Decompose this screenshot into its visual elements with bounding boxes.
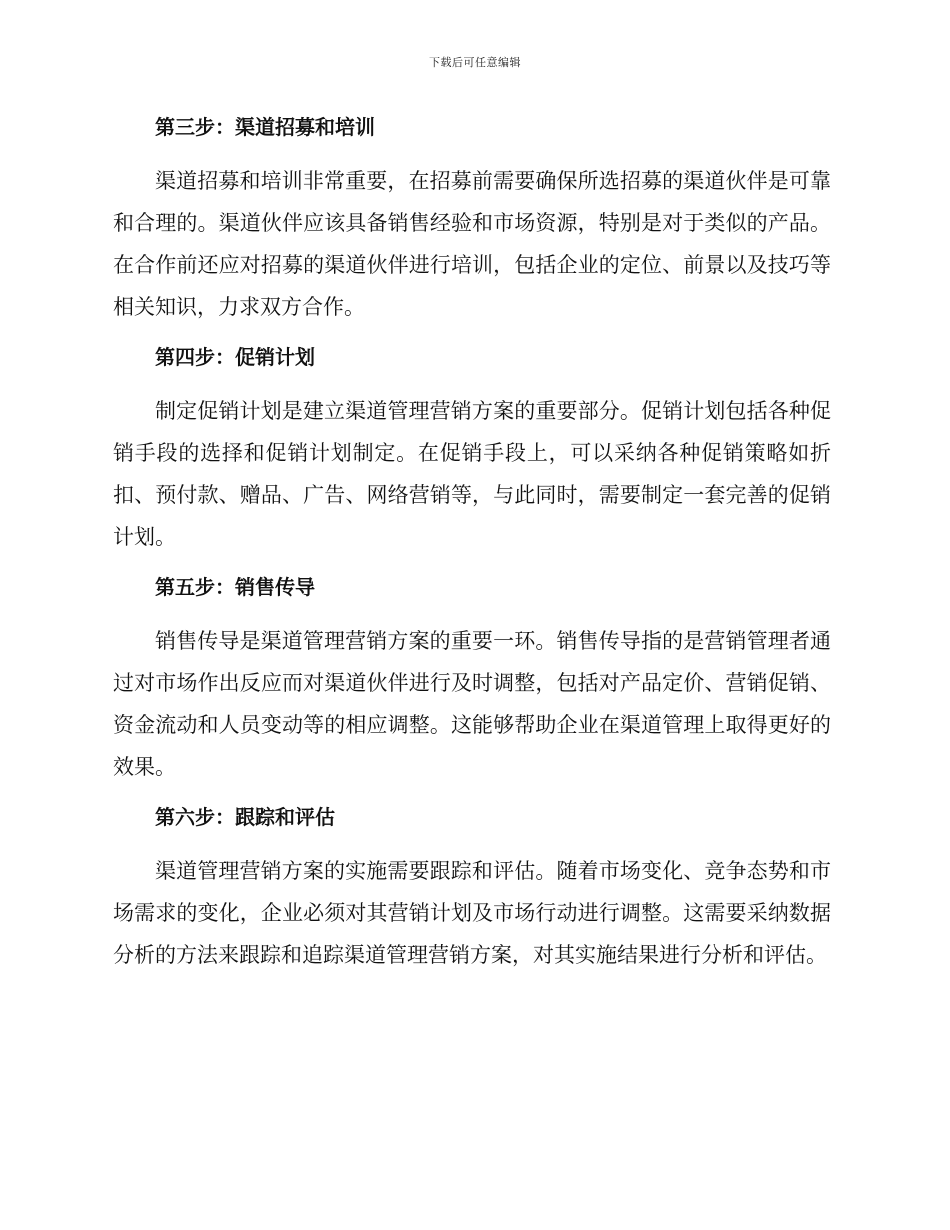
section-step-3 <box>113 110 831 328</box>
section-paragraph: 销售传导是渠道管理营销方案的重要一环。销售传导指的是营销管理者通过对市场作出反应而对渠道伙伴进行及时调整，包括对产品定价、营销促销、资金流动和人员变动等的相应调整。这能够帮助企业在渠道管理上取得更好的效果。 <box>113 629 831 779</box>
section-paragraph: 渠道管理营销方案的实施需要跟踪和评估。随着市场变化、竞争态势和市场需求的变化，企业必须对其营销计划及市场行动进行调整。这需要采纳数据分析的方法来跟踪和追踪渠道管理营销方案，对其实施结果进行分析和评估。 <box>113 859 831 967</box>
section-heading: 第三步：渠道招募和培训 <box>155 115 375 139</box>
section-heading: 第六步：跟踪和评估 <box>155 805 335 829</box>
section-heading: 第五步：销售传导 <box>155 575 315 599</box>
section-paragraph: 制定促销计划是建立渠道管理营销方案的重要部分。促销计划包括各种促销手段的选择和促销计划制定。在促销手段上，可以采纳各种促销策略如折扣、预付款、赠品、广告、网络营销等，与此同时，需要制定一套完善的促销计划。 <box>113 399 831 549</box>
section-paragraph: 渠道招募和培训非常重要，在招募前需要确保所选招募的渠道伙伴是可靠和合理的。渠道伙伴应该具备销售经验和市场资源，特别是对于类似的产品。在合作前还应对招募的渠道伙伴进行培训，包括企业的定位、前景以及技巧等相关知识，力求双方合作。 <box>113 169 831 319</box>
section-step-5 <box>113 570 831 788</box>
section-step-4 <box>113 340 831 558</box>
page-header-note: 下载后可任意编辑 <box>429 56 521 69</box>
section-heading: 第四步：促销计划 <box>155 345 315 369</box>
document-body <box>113 110 831 988</box>
section-step-6 <box>113 800 831 976</box>
